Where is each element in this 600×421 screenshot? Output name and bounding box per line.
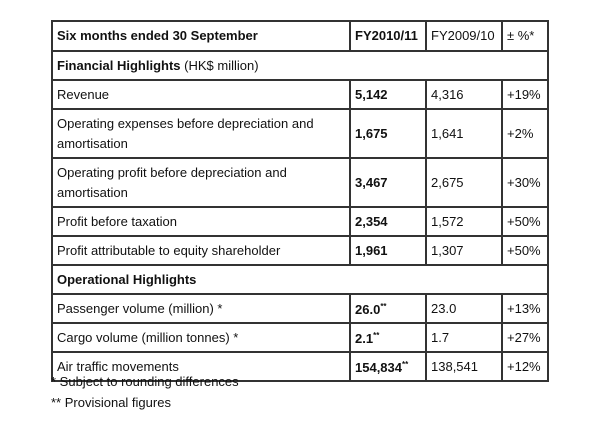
table-row bbox=[52, 207, 548, 236]
row-change: +19% bbox=[502, 80, 548, 109]
row-change: +12% bbox=[502, 352, 548, 381]
row-current-cell bbox=[350, 323, 426, 352]
row-previous: 138,541 bbox=[426, 352, 502, 381]
row-change: +30% bbox=[502, 158, 548, 207]
row-current: 1,961 bbox=[350, 236, 426, 265]
row-current: 5,142 bbox=[350, 80, 426, 109]
row-label: Revenue bbox=[52, 80, 350, 109]
footnote-provisional: ** Provisional figures bbox=[51, 395, 171, 410]
financial-section-title bbox=[52, 51, 548, 80]
table-row bbox=[52, 109, 548, 158]
row-previous: 4,316 bbox=[426, 80, 502, 109]
period-header: Six months ended 30 September bbox=[52, 21, 350, 51]
table-row bbox=[52, 323, 548, 352]
provisional-mark: ** bbox=[380, 302, 387, 311]
row-change: +13% bbox=[502, 294, 548, 323]
row-previous: 1,641 bbox=[426, 109, 502, 158]
section-row-operational bbox=[52, 265, 548, 294]
previous-year-header: FY2009/10 bbox=[426, 21, 502, 51]
row-previous: 1,307 bbox=[426, 236, 502, 265]
row-change: +2% bbox=[502, 109, 548, 158]
row-current: 154,834 bbox=[355, 360, 402, 375]
row-label: Profit before taxation bbox=[52, 207, 350, 236]
row-current-cell bbox=[350, 352, 426, 381]
row-change: +50% bbox=[502, 207, 548, 236]
row-current: 2.1 bbox=[355, 331, 374, 346]
header-row bbox=[52, 21, 548, 51]
row-current: 1,675 bbox=[350, 109, 426, 158]
table-row bbox=[52, 80, 548, 109]
row-previous: 1,572 bbox=[426, 207, 502, 236]
row-label: Profit attributable to equity shareholder bbox=[52, 236, 350, 265]
row-current: 3,467 bbox=[350, 158, 426, 207]
row-current-cell bbox=[350, 294, 426, 323]
row-label: Operating profit before depreciation and amortisation bbox=[52, 158, 350, 207]
provisional-mark: ** bbox=[402, 360, 409, 369]
financial-unit: (HK$ million) bbox=[184, 57, 259, 73]
row-label: Air traffic movements bbox=[52, 352, 350, 381]
row-label: Cargo volume (million tonnes) * bbox=[52, 323, 350, 352]
table-row bbox=[52, 294, 548, 323]
row-current: 2,354 bbox=[350, 207, 426, 236]
row-previous: 1.7 bbox=[426, 323, 502, 352]
section-row-financial bbox=[52, 51, 548, 80]
row-change: +50% bbox=[502, 236, 548, 265]
change-header: ± %* bbox=[502, 21, 548, 51]
financial-title: Financial Highlights bbox=[57, 57, 181, 73]
row-change: +27% bbox=[502, 323, 548, 352]
row-label: Operating expenses before depreciation and amortisation bbox=[52, 109, 350, 158]
row-previous: 2,675 bbox=[426, 158, 502, 207]
table-row bbox=[52, 158, 548, 207]
current-year-header: FY2010/11 bbox=[350, 21, 426, 51]
row-previous: 23.0 bbox=[426, 294, 502, 323]
row-label: Passenger volume (million) * bbox=[52, 294, 350, 323]
highlights-table bbox=[51, 20, 549, 382]
operational-section-title: Operational Highlights bbox=[52, 265, 548, 294]
footnote-rounding: * Subject to rounding differences bbox=[51, 374, 239, 389]
row-current: 26.0 bbox=[355, 302, 381, 317]
footnotes bbox=[51, 371, 239, 413]
table-row bbox=[52, 236, 548, 265]
provisional-mark: ** bbox=[373, 331, 380, 340]
